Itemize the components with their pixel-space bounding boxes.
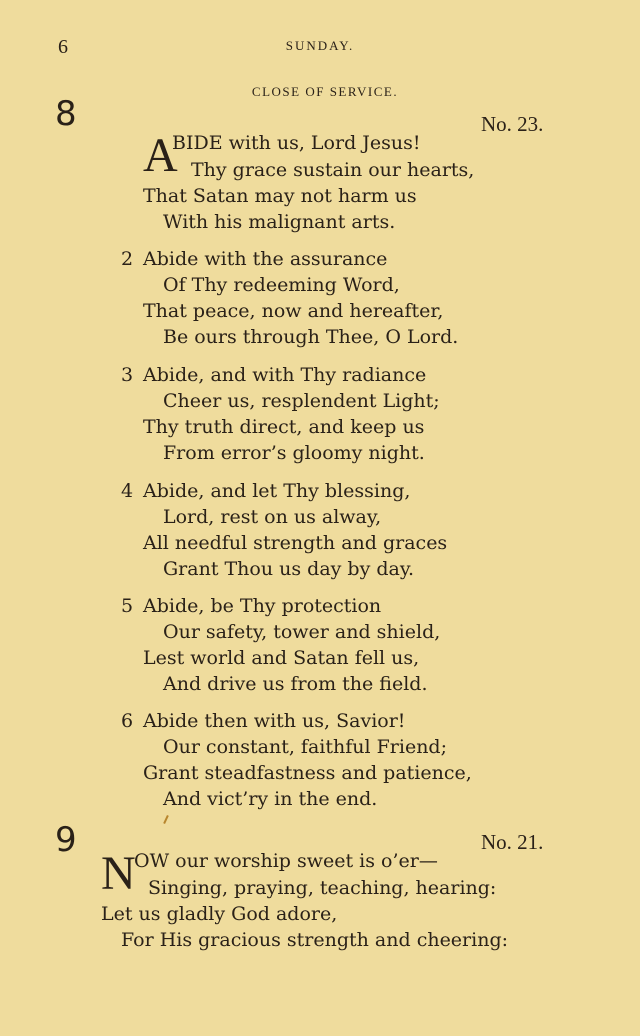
tune-number: No. 21.	[481, 830, 544, 854]
verse-line: From error’s gloomy night.	[163, 442, 425, 464]
verse-line: Grant steadfastness and patience,	[143, 762, 472, 784]
verse-line: 6 Abide then with us, Savior!	[121, 710, 406, 732]
verse-line: Grant Thou us day by day.	[163, 558, 415, 580]
drop-cap: A	[143, 129, 178, 182]
verse-number: 5	[121, 595, 134, 617]
verse-line: Be ours through Thee, O Lord.	[163, 326, 459, 348]
verse-line: Singing, praying, teaching, hearing:	[148, 877, 497, 899]
verse-line: 5 Abide, be Thy protection	[121, 595, 382, 617]
verse-line: Lord, rest on us alway,	[163, 506, 382, 528]
verse-line: Thy truth direct, and keep us	[143, 416, 425, 438]
verse-number: 2	[121, 248, 134, 270]
verse-line: OW our worship sweet is o’er—	[134, 850, 438, 872]
verse-line: 4 Abide, and let Thy blessing,	[121, 480, 411, 502]
verse-number: 3	[121, 364, 134, 386]
verse-line: Cheer us, resplendent Light;	[163, 390, 440, 412]
verse-line: Lest world and Satan fell us,	[143, 647, 420, 669]
verse-line: All needful strength and graces	[143, 532, 448, 554]
drop-cap: N	[101, 847, 136, 900]
section-title: CLOSE OF SERVICE.	[251, 84, 399, 99]
verse-number: 4	[121, 480, 134, 502]
verse-line: That peace, now and hereafter,	[143, 300, 444, 322]
verse-line: Thy grace sustain our hearts,	[191, 159, 475, 181]
verse-line: BIDE with us, Lord Jesus!	[172, 132, 421, 154]
hymn-number: 9	[55, 820, 77, 860]
verse-line: With his malignant arts.	[163, 211, 396, 233]
verse-line: And vict’ry in the end.	[163, 788, 378, 810]
verse-line: 3 Abide, and with Thy radiance	[121, 364, 427, 386]
tune-number: No. 23.	[481, 112, 544, 136]
verse-line: Let us gladly God adore,	[101, 903, 338, 925]
hymn-number: 8	[55, 94, 77, 134]
verse-line: For His gracious strength and cheering:	[121, 929, 509, 951]
page-number: 6	[58, 36, 68, 58]
running-title: SUNDAY.	[285, 38, 355, 53]
verse-line: Our safety, tower and shield,	[163, 621, 441, 643]
verse-line: Our constant, faithful Friend;	[163, 736, 447, 758]
verse-line: And drive us from the field.	[163, 673, 428, 695]
verse-line: That Satan may not harm us	[143, 185, 417, 207]
verse-number: 6	[121, 710, 134, 732]
ink-mark	[163, 815, 169, 824]
verse-line: 2 Abide with the assurance	[121, 248, 388, 270]
verse-line: Of Thy redeeming Word,	[163, 274, 400, 296]
